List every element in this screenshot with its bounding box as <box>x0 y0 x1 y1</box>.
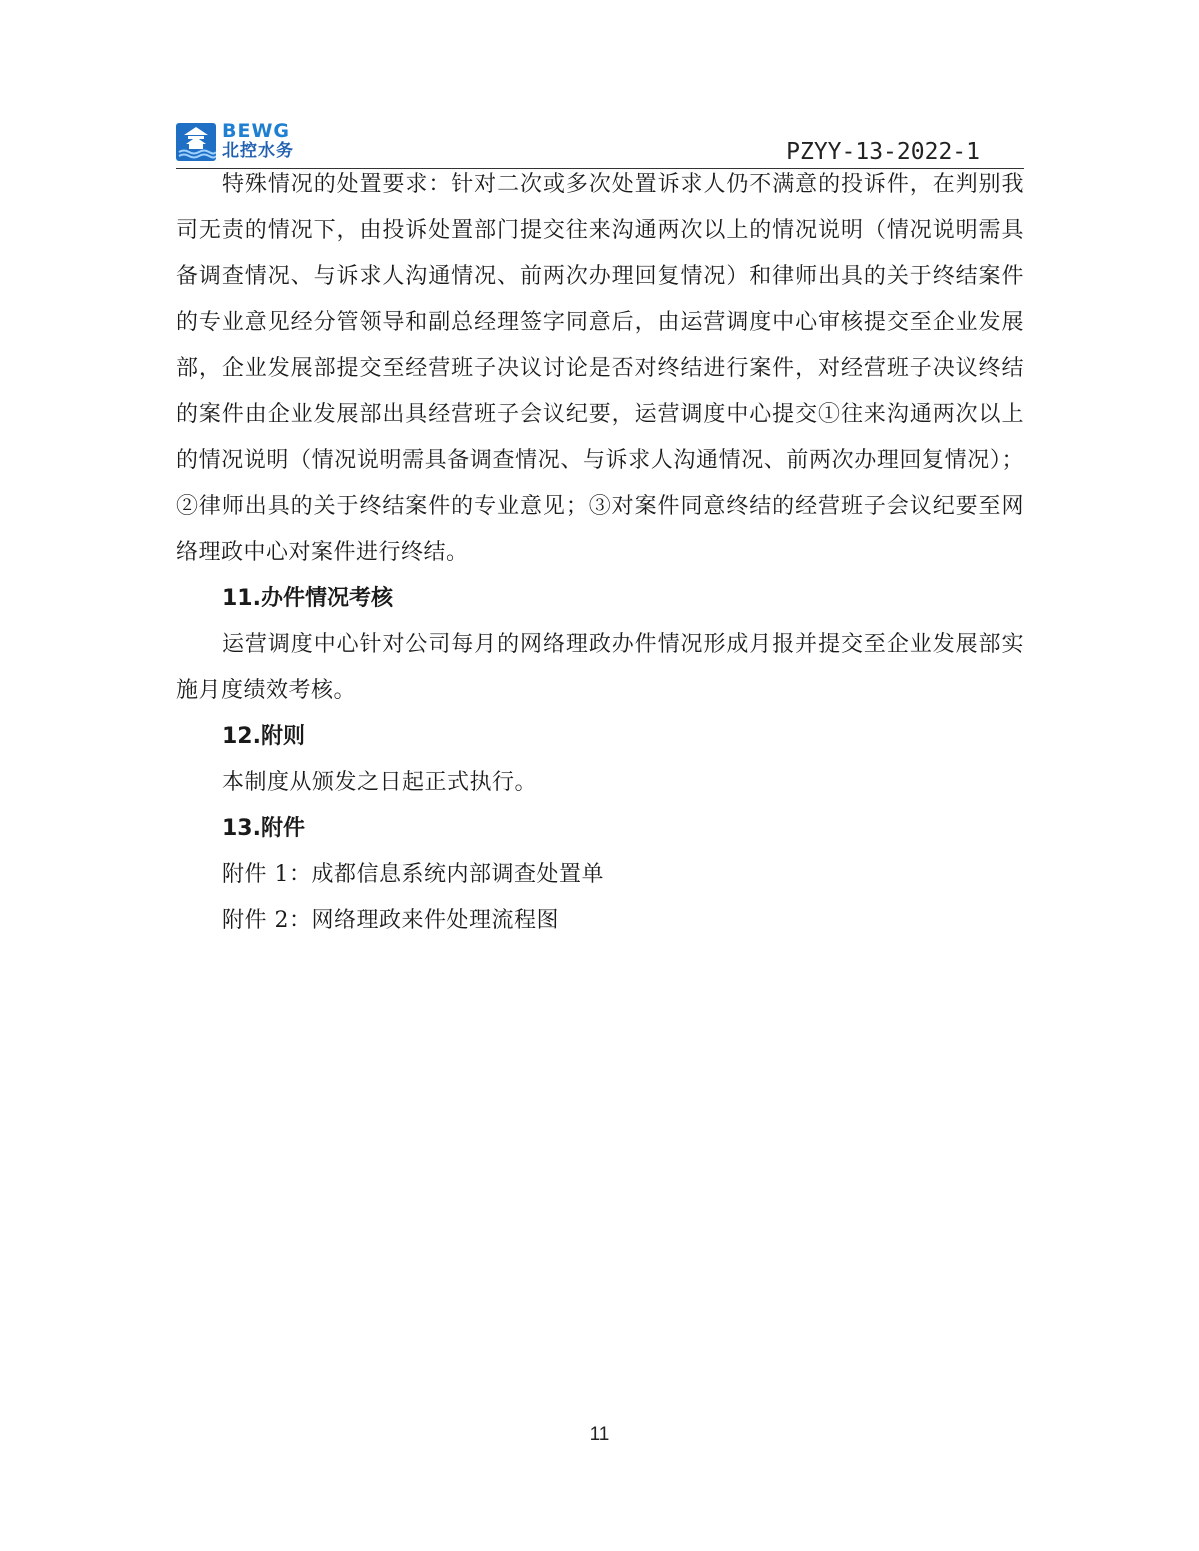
page-number: 11 <box>589 1424 610 1445</box>
document-body <box>176 162 1024 944</box>
company-logo <box>176 121 316 163</box>
attachment-item-2: 附件 2：网络理政来件处理流程图 <box>222 908 559 933</box>
temple-wave-logo-icon <box>176 123 216 161</box>
document-code: PZYY-13-2022-1 <box>786 139 980 165</box>
logo-english-name: BEWG <box>222 120 291 142</box>
paragraph-section-12: 本制度从颁发之日起正式执行。 <box>222 770 538 795</box>
section-heading-12: 12.附则 <box>222 724 305 749</box>
paragraph-special-handling: 特殊情况的处置要求：针对二次或多次处置诉求人仍不满意的投诉件，在判别我司无责的情况下，由投诉处置部门提交往来沟通两次以上的情况说明（情况说明需具备调查情况、与诉求人沟通情况、前两次办理回复情况）和律师出具的关于终结案件的专业意见经分管领导和副总经理签字同意后，由运营调度中心审核提交至企业发展部，企业发展部提交至经营班子决议讨论是否对终结进行案件，对经营班子决议终结的案件由企业发展部出具经营班子会议纪要，运营调度中心提交①往来沟通两次以上的情况说明（情况说明需具备调查情况、与诉求人沟通情况、前两次办理回复情况）；②律师出具的关于终结案件的专业意见；③对案件同意终结的经营班子会议纪要至网络理政中心对案件进行终结。 <box>176 172 1024 565</box>
section-heading-13: 13.附件 <box>222 816 305 841</box>
section-heading-11: 11.办件情况考核 <box>222 586 393 611</box>
logo-chinese-name: 北控水务 <box>222 141 294 161</box>
attachment-item-1: 附件 1：成都信息系统内部调查处置单 <box>222 862 604 887</box>
paragraph-section-11: 运营调度中心针对公司每月的网络理政办件情况形成月报并提交至企业发展部实施月度绩效考核。 <box>176 632 1024 703</box>
